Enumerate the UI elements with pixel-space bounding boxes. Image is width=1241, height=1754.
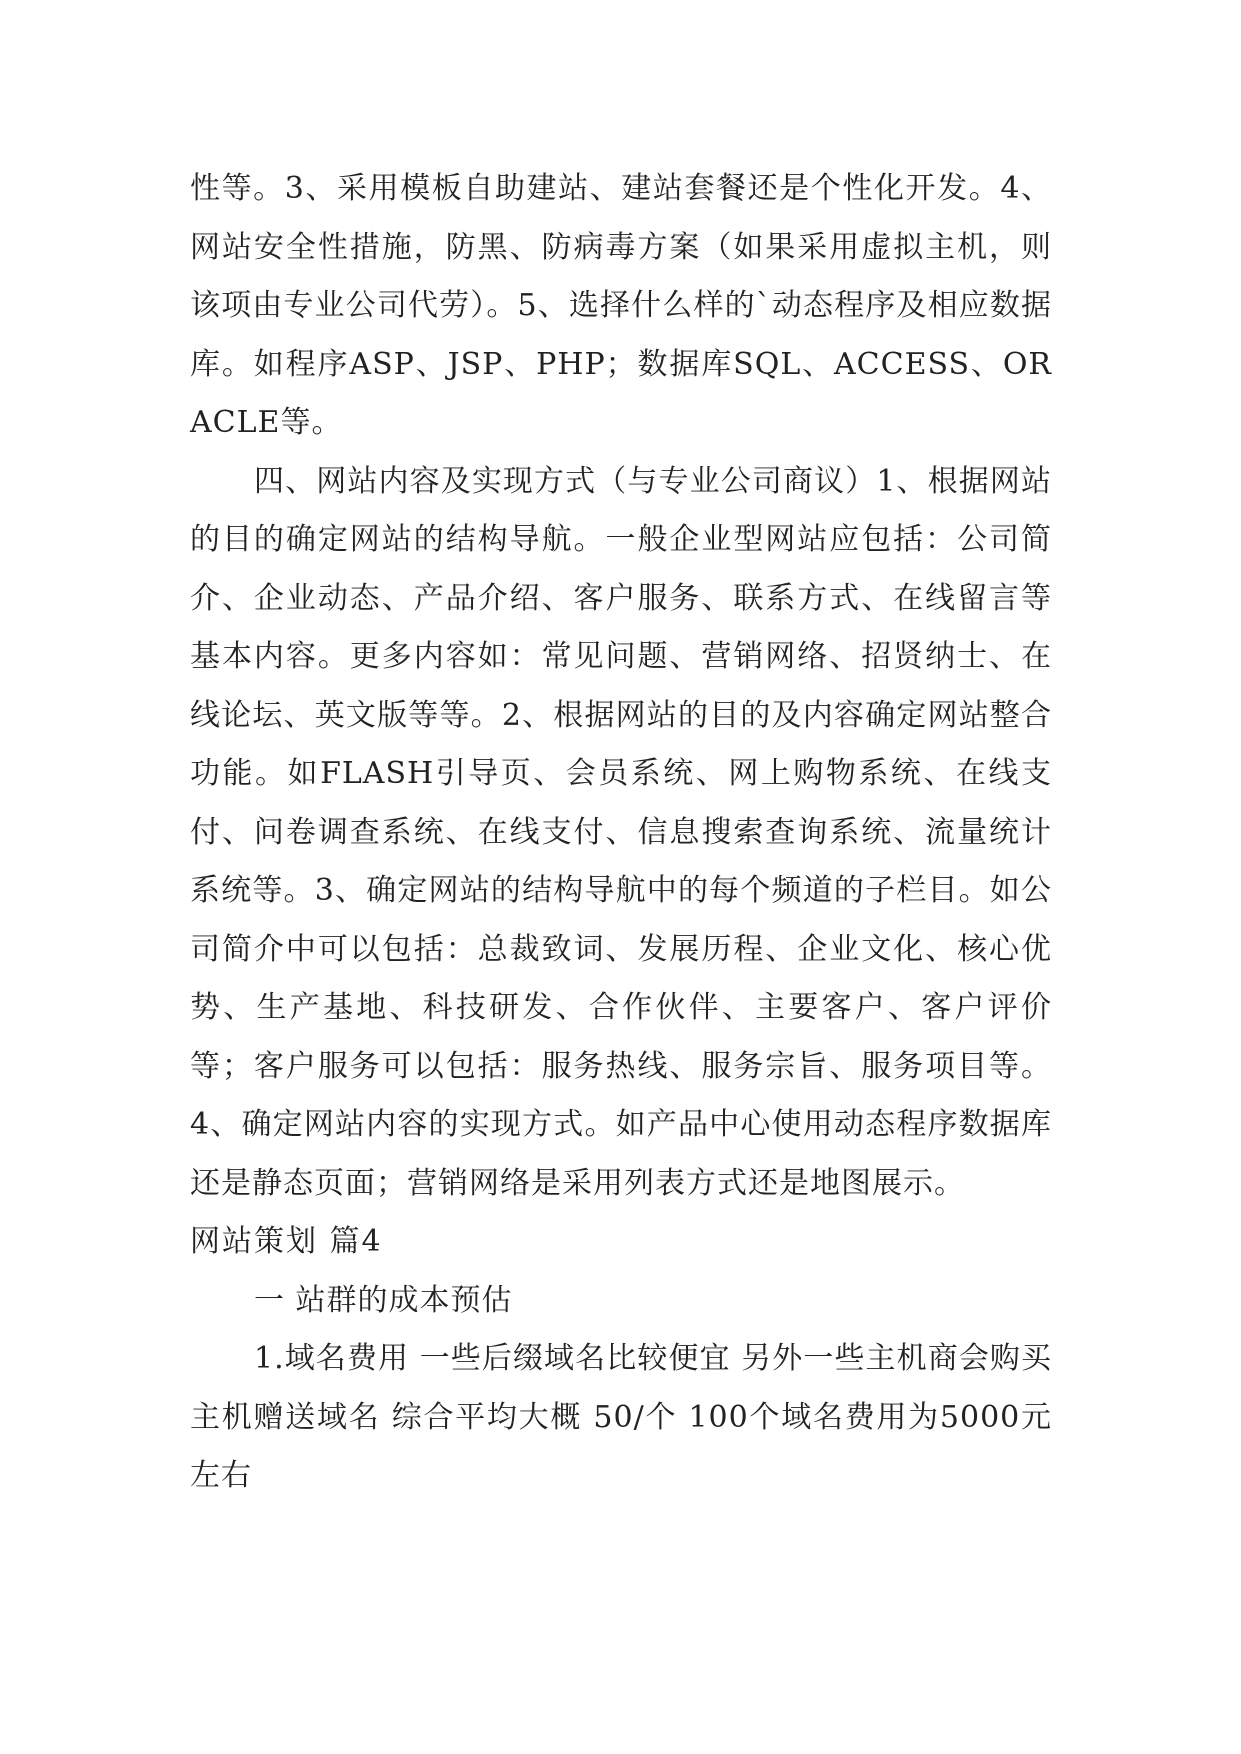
paragraph-continued: 性等。3、采用模板自助建站、建站套餐还是个性化开发。4、网站安全性措施，防黑、防病毒方案（如果采用虚拟主机，则该项由专业公司代劳）。5、选择什么样的`动态程序及相应数据库。如程序ASP、JSP、PHP；数据库SQL、ACCESS、ORACLE等。 bbox=[190, 171, 1052, 440]
paragraph-domain-cost: 1.域名费用 一些后缀域名比较便宜 另外一些主机商会购买主机赠送域名 综合平均大概 50/个 100个域名费用为5000元左右 bbox=[190, 1341, 1052, 1493]
paragraph-website-content: 四、网站内容及实现方式（与专业公司商议）1、根据网站的目的确定网站的结构导航。一般企业型网站应包括：公司简介、企业动态、产品介绍、客户服务、联系方式、在线留言等基本内容。更多内容如：常见问题、营销网络、招贤纳士、在线论坛、英文版等等。2、根据网站的目的及内容确定网站整合功能。如FLASH引导页、会员系统、网上购物系统、在线支付、问卷调查系统、在线支付、信息搜索查询系统、流量统计系统等。3、确定网站的结构导航中的每个频道的子栏目。如公司简介中可以包括：总裁致词、发展历程、企业文化、核心优势、生产基地、科技研发、合作伙伴、主要客户、客户评价等；客户服务可以包括：服务热线、服务宗旨、服务项目等。4、确定网站内容的实现方式。如产品中心使用动态程序数据库还是静态页面；营销网络是采用列表方式还是地图展示。 bbox=[190, 463, 1052, 1201]
subheading-cost-estimate: 一 站群的成本预估 bbox=[254, 1282, 513, 1318]
document-body bbox=[190, 160, 1052, 1506]
section-heading: 网站策划 篇4 bbox=[190, 1224, 383, 1259]
